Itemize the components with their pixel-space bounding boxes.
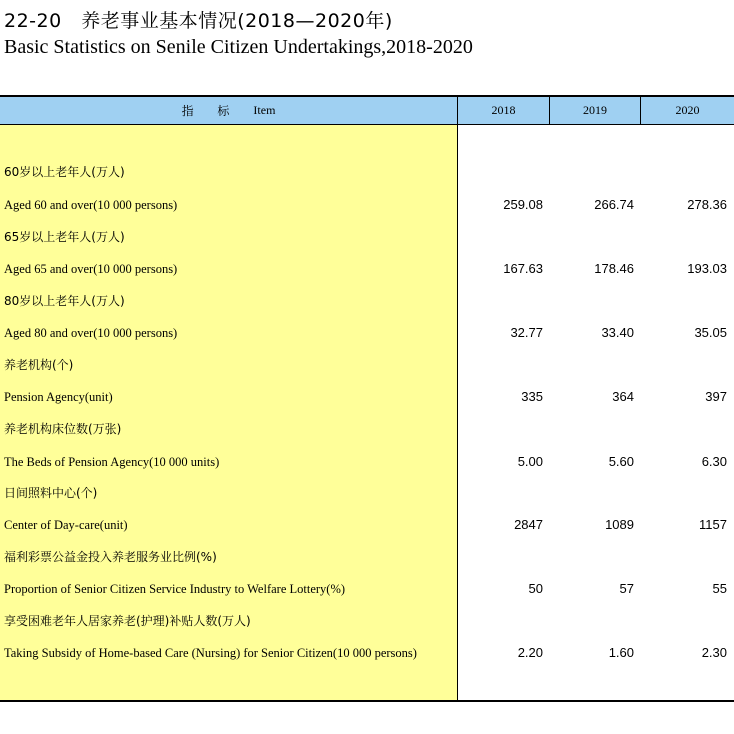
table-row [0,515,734,535]
header-year-2019: 2019 [583,103,607,117]
row-label-en: Aged 80 and over(10 000 persons) [4,326,178,340]
row-label-en: Aged 65 and over(10 000 persons) [4,262,178,276]
cell-value-2020: 278.36 [687,197,727,212]
cell-value-2019: 57 [619,581,634,596]
cell-value-2019: 266.74 [594,197,634,212]
table-row-label-cn [0,291,734,311]
cell-value-2018: 335 [521,389,543,404]
row-label-en: Pension Agency(unit) [4,390,113,404]
header-item-en: Item [253,103,276,117]
row-label-cn: 养老机构床位数(万张) [4,422,122,436]
row-label-en: Aged 60 and over(10 000 persons) [4,198,178,212]
table-row [0,323,734,343]
statistics-table [0,95,734,702]
table-title-cn: 22-20 养老事业基本情况(2018—2020年) [4,10,393,32]
row-label-en: Taking Subsidy of Home-based Care (Nursing) for Senior Citizen(10 000 persons) [4,646,417,660]
row-label-cn: 福利彩票公益金投入养老服务业比例(%) [4,550,217,564]
header-year-2020: 2020 [675,103,700,117]
row-label-en: Center of Day-care(unit) [4,518,128,532]
cell-value-2018: 2.20 [517,645,543,660]
cell-value-2020: 55 [712,581,727,596]
cell-value-2019: 364 [612,389,634,404]
table-row-label-cn [0,227,734,247]
table-row-label-cn [0,611,734,631]
cell-value-2020: 193.03 [687,261,727,276]
table-row [0,579,734,599]
header-item [0,97,457,124]
cell-value-2018: 259.08 [503,197,543,212]
table-row-label-cn [0,483,734,503]
row-label-cn: 65岁以上老年人(万人) [4,230,125,244]
cell-value-2018: 32.77 [510,325,543,340]
cell-value-2020: 6.30 [701,454,727,469]
row-label-en: The Beds of Pension Agency(10 000 units) [4,455,220,469]
cell-value-2020: 1157 [699,517,727,532]
table-row-label-cn [0,419,734,439]
row-label-cn: 养老机构(个) [4,358,74,372]
cell-value-2018: 167.63 [503,261,543,276]
cell-value-2020: 397 [705,389,727,404]
row-label-cn: 日间照料中心(个) [4,486,98,500]
row-label-en: Proportion of Senior Citizen Service Industry to Welfare Lottery(%) [4,582,346,596]
table-row [0,259,734,279]
row-label-cn: 80岁以上老年人(万人) [4,294,125,308]
header-item-cn: 指 标 [181,104,240,118]
cell-value-2019: 33.40 [601,325,634,340]
cell-value-2020: 2.30 [701,645,727,660]
table-header-rule [0,124,734,125]
cell-value-2020: 35.05 [694,325,727,340]
cell-value-2018: 5.00 [517,454,543,469]
table-row [0,452,734,472]
column-divider [549,97,550,124]
table-row-label-cn [0,162,734,182]
table-bottom-rule [0,700,734,702]
row-label-cn: 享受困难老年人居家养老(护理)补贴人数(万人) [4,614,251,628]
cell-value-2019: 1.60 [608,645,634,660]
table-row [0,387,734,407]
cell-value-2019: 178.46 [594,261,634,276]
cell-value-2019: 5.60 [608,454,634,469]
table-title-en: Basic Statistics on Senile Citizen Undertakings,2018-2020 [4,36,473,58]
table-row [0,643,734,663]
row-label-cn: 60岁以上老年人(万人) [4,165,125,179]
column-divider [640,97,641,124]
table-row-label-cn [0,355,734,375]
cell-value-2018: 2847 [514,517,543,532]
table-header [0,97,734,124]
cell-value-2019: 1089 [605,517,634,532]
table-top-rule [0,95,734,97]
cell-value-2018: 50 [528,581,543,596]
table-row-label-cn [0,547,734,567]
header-year-2018: 2018 [491,103,516,117]
table-row [0,195,734,215]
